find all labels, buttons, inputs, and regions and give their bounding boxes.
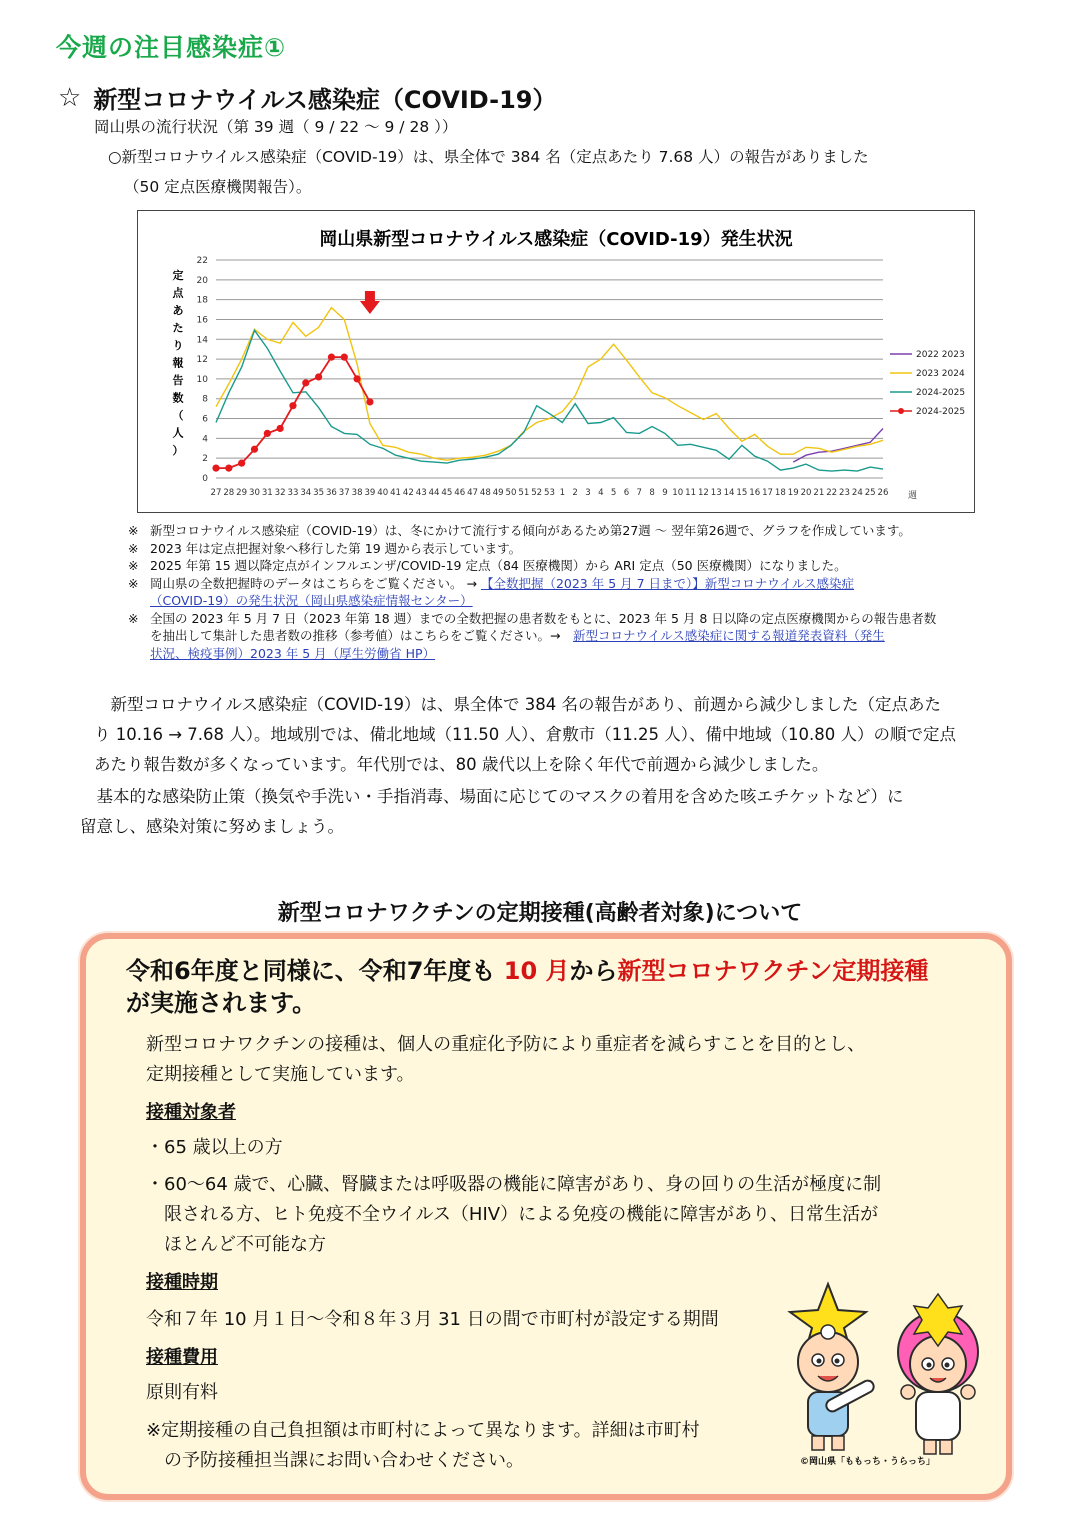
y-axis-label-char: あ bbox=[172, 304, 184, 317]
paragraph-line: り 10.16 → 7.68 人）。地域別では、備北地域（11.50 人）、倉敷市（11.25 人）、備中地域（10.80 人）の順で定点 bbox=[94, 725, 956, 744]
x-tick-label: 17 bbox=[762, 488, 774, 498]
y-axis-label-char: た bbox=[172, 321, 184, 335]
x-tick-label: 50 bbox=[505, 488, 517, 498]
x-tick-label: 52 bbox=[531, 488, 543, 498]
target-line: ・60〜64 歳で、心臓、腎臓または呼吸器の機能に障害があり、身の回りの生活が極度に制 bbox=[146, 1174, 882, 1195]
x-tick-label: 29 bbox=[236, 488, 248, 498]
lead-month: 10 月 bbox=[503, 957, 570, 985]
paragraph-line: あたり報告数が多くなっています。年代別では、80 歳代以上を除く年代で前週から減少しました。 bbox=[94, 755, 829, 774]
disease-heading: 新型コロナウイルス感染症（COVID-19） bbox=[93, 86, 557, 114]
mascot-credit: ©岡山県「ももっち・うらっち」 bbox=[800, 1457, 936, 1467]
chart-title: 岡山県新型コロナウイルス感染症（COVID-19）発生状況 bbox=[319, 229, 793, 250]
y-tick-label: 18 bbox=[196, 295, 208, 306]
note-line: の予防接種担当課にお問い合わせください。 bbox=[146, 1450, 524, 1471]
data-point bbox=[328, 354, 335, 361]
x-tick-label: 43 bbox=[415, 488, 427, 498]
report-line-2: （50 定点医療機関報告）。 bbox=[124, 178, 312, 196]
y-axis-label-char: 報 bbox=[172, 356, 184, 370]
x-tick-label: 33 bbox=[287, 488, 299, 498]
x-tick-label: 27 bbox=[210, 488, 222, 498]
note-row bbox=[128, 575, 1018, 610]
link-mhlw[interactable]: 新型コロナウイルス感染症に関する報道発表資料（発生 bbox=[573, 628, 885, 643]
x-tick-label: 15 bbox=[736, 488, 748, 498]
period-label: 接種時期 bbox=[146, 1272, 218, 1293]
x-tick-label: 16 bbox=[749, 488, 761, 498]
note-text bbox=[150, 610, 936, 663]
data-point bbox=[353, 375, 360, 382]
x-tick-label: 9 bbox=[662, 488, 668, 498]
y-tick-label: 22 bbox=[196, 256, 208, 266]
vaccine-intro bbox=[146, 1030, 986, 1090]
covid-chart bbox=[137, 210, 975, 513]
data-point bbox=[302, 379, 309, 386]
note-row bbox=[128, 522, 1018, 540]
y-tick-label: 10 bbox=[196, 374, 208, 385]
note-text: 岡山県の全数把握時のデータはこちらをご覧ください。 → bbox=[150, 575, 477, 591]
legend-label: 2024-2025 bbox=[916, 407, 966, 417]
y-axis-label-char: 人 bbox=[172, 426, 184, 440]
x-tick-label: 47 bbox=[467, 488, 479, 498]
note-mark: ※ bbox=[128, 558, 139, 573]
x-tick-label: 26 bbox=[877, 488, 889, 498]
cost-label: 接種費用 bbox=[146, 1347, 218, 1368]
legend-label: 2022 2023 bbox=[916, 350, 965, 360]
note-text: 全国の 2023 年 5 月 7 日（2023 年第 18 週）までの全数把握の患者数をもとに、2023 年 5 月 8 日以降の定点医療機関からの報告患者数 bbox=[150, 610, 937, 626]
x-tick-label: 14 bbox=[723, 488, 735, 498]
target-line: ほとんど不可能な方 bbox=[164, 1234, 326, 1255]
y-tick-label: 2 bbox=[202, 454, 208, 465]
x-tick-label: 31 bbox=[261, 488, 273, 498]
section-title: 今週の注目感染症① bbox=[56, 33, 287, 62]
paragraph-line: 留意し、感染対策に努めましょう。 bbox=[80, 817, 344, 836]
lead-text: 令和6年度と同様に、令和7年度も bbox=[126, 957, 496, 985]
note-mark: ※ bbox=[128, 610, 139, 626]
x-tick-label: 4 bbox=[598, 488, 604, 498]
note-text bbox=[150, 575, 854, 610]
legend-marker bbox=[898, 408, 904, 414]
paragraph-line: 基本的な感染防止策（換気や手洗い・手指消毒、場面に応じてのマスクの着用を含めた咳エチケットなど）に bbox=[80, 787, 904, 806]
target-item-1: ・65 歳以上の方 bbox=[146, 1137, 283, 1158]
x-axis-label: 週 bbox=[908, 491, 918, 501]
y-axis-label-char: り bbox=[172, 339, 184, 352]
x-tick-label: 10 bbox=[672, 488, 684, 498]
lead-highlight: 新型コロナワクチン定期接種 bbox=[617, 957, 929, 985]
note-text: 2023 年は定点把握対象へ移行した第 19 週から表示しています。 bbox=[150, 540, 522, 556]
y-tick-label: 12 bbox=[196, 355, 208, 366]
y-tick-label: 0 bbox=[202, 474, 208, 484]
y-axis-label-char: （ bbox=[172, 409, 184, 422]
vaccine-heading: 新型コロナワクチンの定期接種(高齢者対象)について bbox=[277, 901, 803, 926]
x-tick-label: 34 bbox=[300, 488, 312, 498]
period-text: 令和７年 10 月１日〜令和８年３月 31 日の間で市町村が設定する期間 bbox=[146, 1309, 719, 1330]
chart-svg bbox=[138, 211, 974, 512]
lead-text: から bbox=[569, 957, 618, 985]
data-point bbox=[251, 446, 258, 453]
y-axis-label-char: 点 bbox=[172, 286, 184, 300]
x-tick-label: 41 bbox=[390, 488, 402, 498]
x-tick-label: 36 bbox=[325, 488, 337, 498]
x-tick-label: 11 bbox=[685, 488, 697, 498]
data-point bbox=[315, 373, 322, 380]
x-tick-label: 46 bbox=[454, 488, 466, 498]
x-tick-label: 40 bbox=[377, 488, 389, 498]
lead-text: が実施されます。 bbox=[126, 989, 317, 1017]
legend-label: 2023 2024 bbox=[916, 369, 965, 379]
y-axis-label-char: 数 bbox=[172, 391, 184, 405]
intro-line: 定期接種として実施しています。 bbox=[146, 1064, 415, 1085]
paragraph-line: 新型コロナウイルス感染症（COVID-19）は、県全体で 384 名の報告があり、前週から減少しました（定点あた bbox=[94, 695, 942, 714]
x-tick-label: 19 bbox=[787, 488, 799, 498]
x-tick-label: 12 bbox=[697, 488, 709, 498]
note-text: 2025 年第 15 週以降定点がインフルエンザ/COVID-19 定点（84 医療機関）から ARI 定点（50 医療機関）になりました。 bbox=[150, 558, 847, 573]
note-row bbox=[128, 540, 1018, 558]
x-tick-label: 7 bbox=[636, 488, 643, 498]
data-point bbox=[225, 464, 232, 471]
note-mark: ※ bbox=[128, 540, 139, 556]
y-tick-label: 20 bbox=[196, 275, 208, 286]
y-tick-label: 8 bbox=[202, 394, 208, 405]
y-axis-label-char: 定 bbox=[172, 269, 184, 282]
note-text: 新型コロナウイルス感染症（COVID-19）は、冬にかけて流行する傾向があるため第27週 〜 翌年第26週で、グラフを作成しています。 bbox=[150, 523, 911, 538]
y-axis-label-char: 告 bbox=[172, 374, 184, 387]
note-row bbox=[128, 557, 1018, 575]
data-point bbox=[366, 398, 373, 405]
intro-line: 新型コロナワクチンの接種は、個人の重症化予防により重症者を減らすことを目的とし、 bbox=[146, 1034, 866, 1055]
x-tick-label: 48 bbox=[479, 488, 491, 498]
x-tick-label: 2 bbox=[572, 488, 578, 498]
x-tick-label: 8 bbox=[649, 488, 655, 498]
x-tick-label: 37 bbox=[338, 488, 350, 498]
note-text: を抽出して集計した患者数の推移（参考値）はこちらをご覧ください。→ bbox=[150, 628, 561, 643]
data-point bbox=[277, 425, 284, 432]
x-tick-label: 6 bbox=[623, 488, 630, 498]
x-tick-label: 24 bbox=[851, 488, 863, 498]
x-tick-label: 21 bbox=[813, 488, 825, 498]
prevention-paragraph bbox=[80, 782, 1030, 842]
x-tick-label: 44 bbox=[428, 488, 440, 498]
current-week-arrow-icon bbox=[360, 291, 380, 314]
x-tick-label: 1 bbox=[559, 488, 566, 498]
mascot-illustration bbox=[778, 1280, 998, 1480]
star-icon: ☆ bbox=[58, 82, 82, 113]
x-tick-label: 22 bbox=[826, 488, 838, 498]
cost-text: 原則有料 bbox=[146, 1382, 218, 1403]
link-mhlw-cont[interactable]: 状況、検疫事例）2023 年 5 月（厚生労働省 HP） bbox=[150, 645, 436, 661]
x-tick-label: 38 bbox=[351, 488, 363, 498]
legend-label: 2024-2025 bbox=[916, 388, 966, 398]
x-tick-label: 32 bbox=[274, 488, 286, 498]
y-tick-label: 14 bbox=[196, 335, 208, 346]
data-point bbox=[264, 430, 271, 437]
x-tick-label: 45 bbox=[441, 488, 453, 498]
x-tick-label: 39 bbox=[364, 488, 376, 498]
disease-heading-row bbox=[58, 80, 556, 115]
note-row bbox=[128, 610, 1018, 663]
x-tick-label: 42 bbox=[402, 488, 414, 498]
y-tick-label: 6 bbox=[202, 414, 208, 425]
data-point bbox=[341, 354, 348, 361]
note-mark: ※ bbox=[128, 575, 139, 591]
series-line bbox=[216, 308, 883, 461]
x-tick-label: 13 bbox=[710, 488, 722, 498]
note-line: ※定期接種の自己負担額は市町村によって異なります。詳細は市町村 bbox=[146, 1420, 700, 1441]
target-item-2 bbox=[146, 1170, 986, 1260]
series-line bbox=[216, 330, 883, 471]
x-tick-label: 25 bbox=[864, 488, 876, 498]
x-tick-label: 28 bbox=[223, 488, 235, 498]
note-mark: ※ bbox=[128, 523, 139, 538]
report-line-1: ○新型コロナウイルス感染症（COVID-19）は、県全体で 384 名（定点あたり 7.68 人）の報告がありました bbox=[108, 148, 869, 166]
target-label: 接種対象者 bbox=[146, 1102, 236, 1123]
x-tick-label: 53 bbox=[544, 488, 555, 498]
data-point bbox=[212, 464, 219, 471]
x-tick-label: 35 bbox=[313, 488, 325, 498]
y-tick-label: 4 bbox=[202, 434, 208, 445]
summary-paragraph bbox=[94, 690, 1044, 780]
status-line: 岡山県の流行状況（第 39 週（ 9 / 22 〜 9 / 28 ）） bbox=[94, 118, 458, 136]
data-point bbox=[289, 402, 296, 409]
y-axis-label-char: ） bbox=[172, 444, 184, 457]
link-fullcount-cont[interactable]: （COVID-19）の発生状況（岡山県感染症情報センター） bbox=[150, 593, 473, 608]
vaccine-lead bbox=[126, 955, 986, 1019]
x-tick-label: 3 bbox=[585, 488, 591, 498]
x-tick-label: 30 bbox=[249, 488, 260, 498]
x-tick-label: 18 bbox=[774, 488, 786, 498]
x-tick-label: 23 bbox=[839, 488, 850, 498]
link-fullcount[interactable]: 【全数把握（2023 年 5 月 7 日まで）】新型コロナウイルス感染症 bbox=[480, 575, 855, 591]
target-line: 限される方、ヒト免疫不全ウイルス（HIV）による免疫の機能に障害があり、日常生活が bbox=[164, 1204, 879, 1225]
x-tick-label: 5 bbox=[610, 488, 617, 498]
x-tick-label: 20 bbox=[800, 488, 812, 498]
x-tick-label: 51 bbox=[518, 488, 530, 498]
series-line bbox=[793, 429, 883, 463]
y-tick-label: 16 bbox=[196, 315, 208, 326]
data-point bbox=[238, 460, 245, 467]
cost-note bbox=[146, 1416, 786, 1476]
x-tick-label: 49 bbox=[492, 488, 504, 498]
chart-notes bbox=[128, 522, 1018, 662]
